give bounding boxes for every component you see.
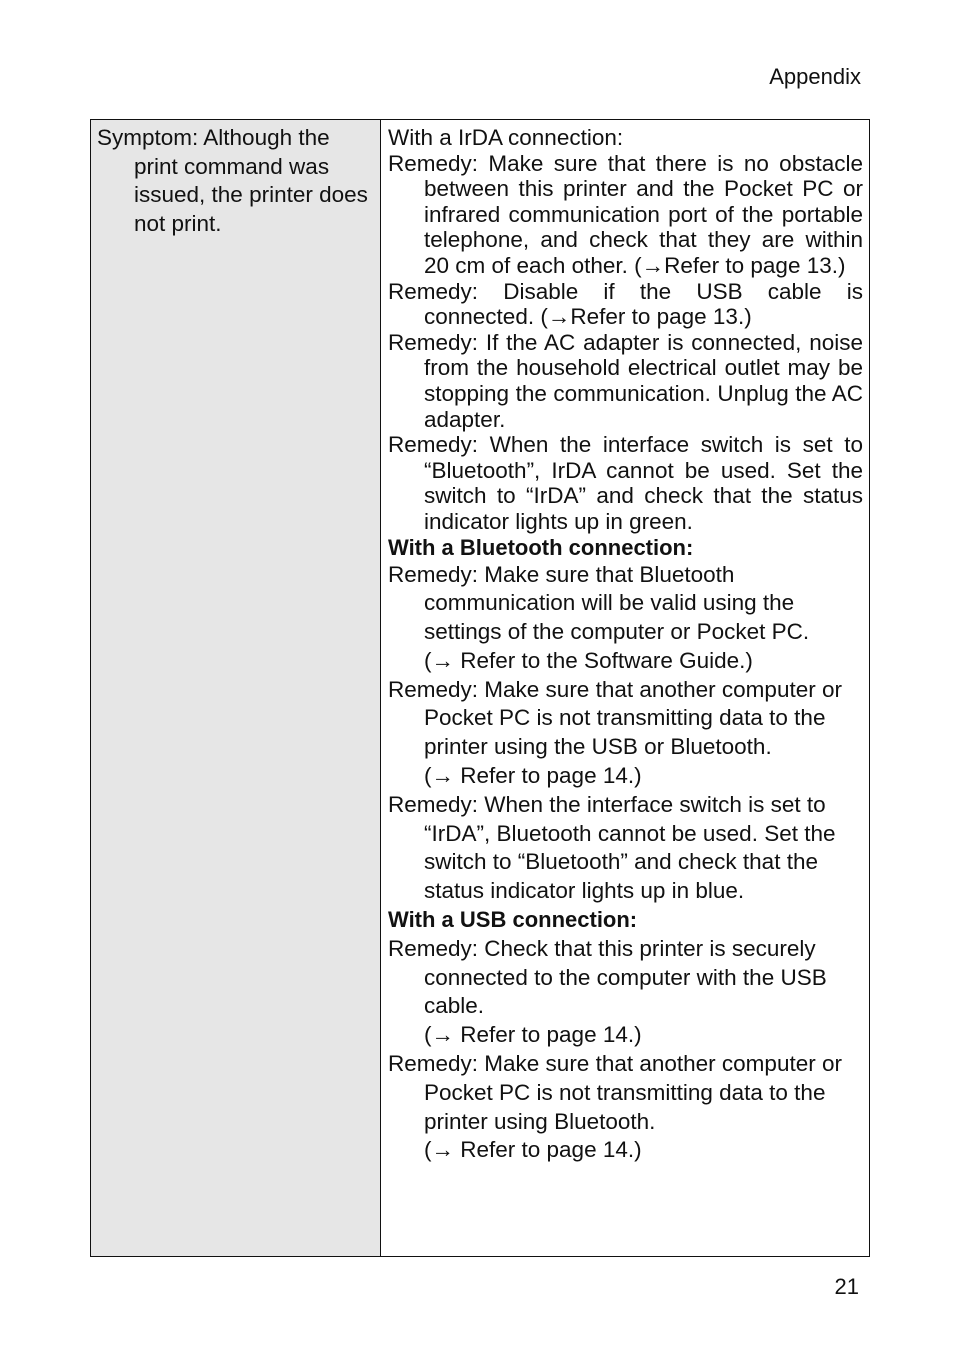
bluetooth-remedy-3 [388, 791, 863, 906]
irda-section [388, 125, 863, 561]
usb-remedy-2-text: Remedy: Make sure that another computer or Pocket PC is not transmitting data to the printer using Bluetooth. [388, 1051, 842, 1134]
bluetooth-remedy-2-text: Remedy: Make sure that another computer or Pocket PC is not transmitting data to the printer using the USB or Bluetooth. [388, 676, 842, 760]
usb-remedy-2-ref: (→ Refer to page 14.) [424, 1137, 642, 1163]
irda-remedy-1: Remedy: Make sure that there is no obstacle between this printer and the Pocket PC or infrared communication port of the portable telephone, and check that they are within 20 cm of each other. (→Refer to page 13.) [388, 150, 863, 278]
bluetooth-heading: With a Bluetooth connection: [388, 534, 694, 560]
irda-remedy-2: Remedy: Disable if the USB cable is connected. (→Refer to page 13.) [388, 278, 863, 330]
page-number: 21 [834, 1274, 859, 1299]
usb-remedy-1 [388, 935, 863, 1050]
remedy-cell [381, 120, 869, 1256]
bluetooth-remedy-1-ref: (→ Refer to the Software Guide.) [424, 647, 753, 673]
symptom-cell [91, 120, 381, 1256]
usb-remedy-1-text: Remedy: Check that this printer is securely connected to the computer with the USB cable. [388, 935, 827, 1019]
bluetooth-remedy-2 [388, 676, 863, 791]
usb-remedy-2 [388, 1050, 863, 1165]
bluetooth-remedy-1 [388, 561, 863, 676]
irda-remedy-4: Remedy: When the interface switch is set to “Bluetooth”, IrDA cannot be used. Set the switch to “IrDA” and check that the status indicator lights up in green. [388, 432, 863, 534]
bluetooth-section [388, 561, 863, 1166]
irda-heading: With a IrDA connection: [388, 125, 624, 150]
section-header: Appendix [769, 64, 861, 89]
troubleshooting-table [90, 119, 870, 1257]
bluetooth-remedy-2-ref: (→ Refer to page 14.) [424, 763, 642, 789]
usb-remedy-1-ref: (→ Refer to page 14.) [424, 1022, 642, 1048]
bluetooth-remedy-3-text: Remedy: When the interface switch is set to “IrDA”, Bluetooth cannot be used. Set the switch to “Bluetooth” and check that the status indicator lights up in blue. [388, 791, 836, 904]
irda-remedy-3: Remedy: If the AC adapter is connected, noise from the household electrical outlet may be stopping the communication. Unplug the AC adapter. [388, 329, 863, 432]
bluetooth-remedy-1-text: Remedy: Make sure that Bluetooth communication will be valid using the settings of the computer or Pocket PC. [388, 561, 810, 645]
usb-heading: With a USB connection: [388, 907, 638, 933]
symptom-text: Symptom: Although the print command was issued, the printer does not print. [97, 125, 368, 236]
